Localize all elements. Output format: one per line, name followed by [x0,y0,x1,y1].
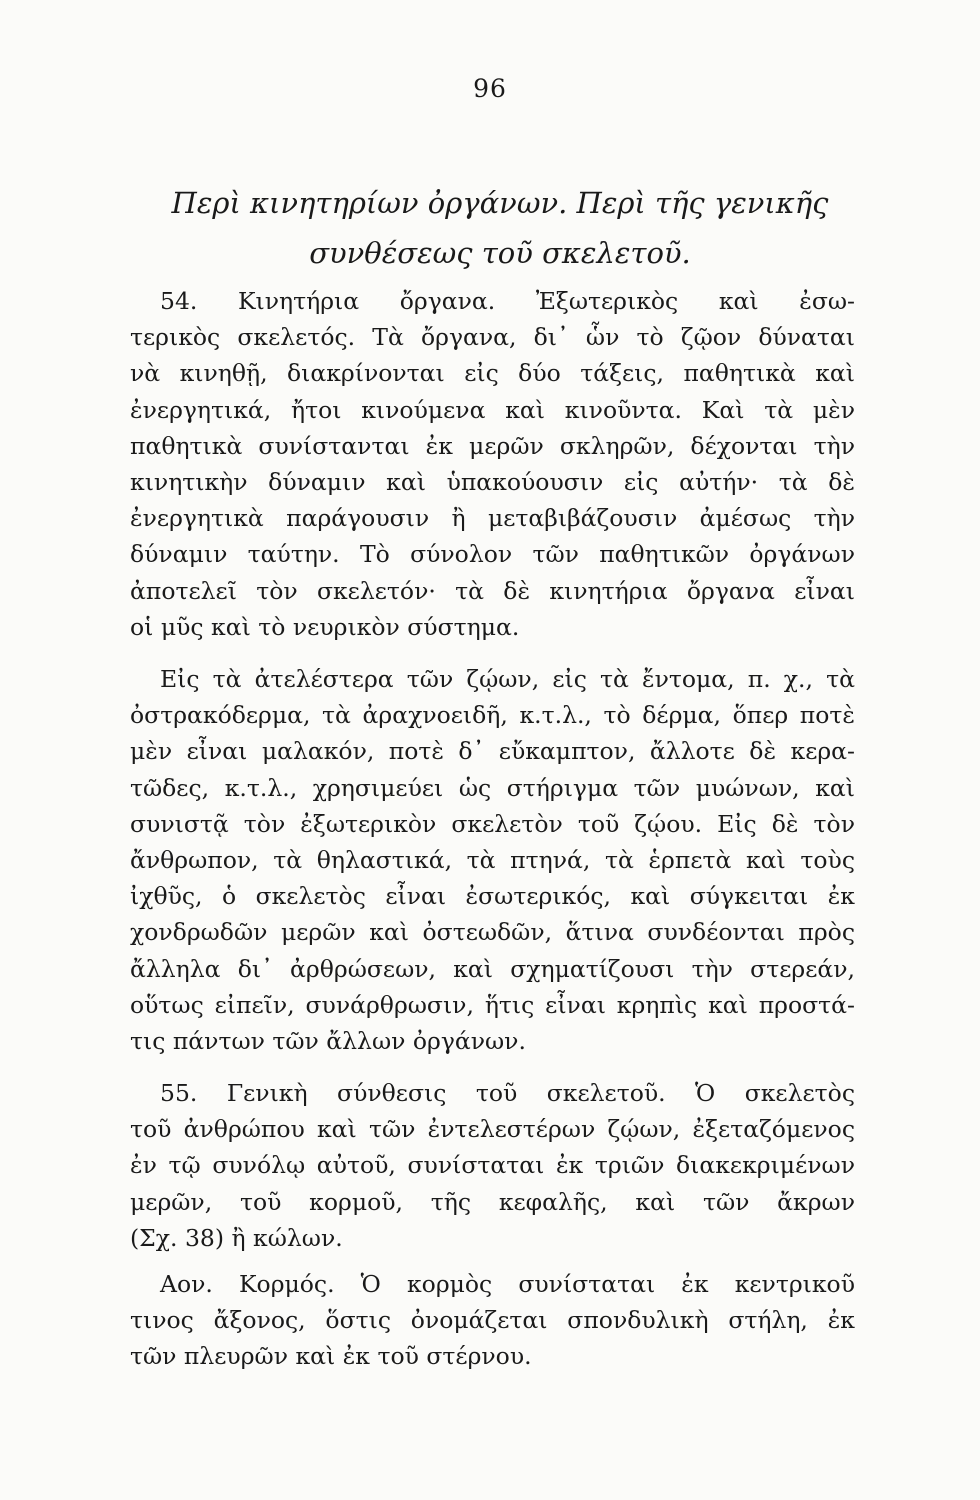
text-line: ἐνεργητικὰ παράγουσιν ἢ μεταβιβάζουσιν ἀμέσως τὴν [130,504,855,533]
paragraph-54 [130,283,855,645]
text-line: οὕτως εἰπεῖν, συνάρθρωσιν, ἥτις εἶναι κρηπὶς καὶ προστά- [130,990,855,1019]
text-line: τις πάντων τῶν ἄλλων ὀργάνων. [130,1027,526,1056]
section-title-line: συνθέσεως τοῦ σκελετοῦ. [309,236,691,270]
paragraph-skeleton [130,661,855,1059]
text-line: νὰ κινηθῇ, διακρίνονται εἰς δύο τάξεις, παθητικὰ καὶ [130,359,855,388]
text-line: Εἰς τὰ ἀτελέστερα τῶν ζῴων, εἰς τὰ ἔντομα, π. χ., τὰ [160,665,855,693]
text-line: ἄλληλα δι᾽ ἀρθρώσεων, καὶ σχηματίζουσι τὴν στερεάν, [130,954,855,983]
paragraph-55 [130,1075,855,1256]
text-line: ἐνεργητικά, ἤτοι κινούμενα καὶ κινοῦντα. Καὶ τὰ μὲν [130,395,855,424]
text-line: ἄνθρωπον, τὰ θηλαστικά, τὰ πτηνά, τὰ ἑρπετὰ καὶ τοὺς [130,846,855,875]
text-line: ὀστρακόδερμα, τὰ ἀραχνοειδῆ, κ.τ.λ., τὸ δέρμα, ὅπερ ποτὲ [130,701,855,730]
text-line: μὲν εἶναι μαλακόν, ποτὲ δ᾽ εὔκαμπτον, ἄλλοτε δὲ κερα- [130,737,855,766]
paragraph-trunk [130,1266,855,1375]
text-line: δύναμιν ταύτην. Τὸ σύνολον τῶν παθητικῶν ὀργάνων [130,540,855,569]
text-line: τῶν πλευρῶν καὶ ἐκ τοῦ στέρνου. [130,1342,532,1371]
text-line: (Σχ. 38) ἢ κώλων. [130,1223,343,1252]
text-line: Αον. Κορμός. Ὁ κορμὸς συνίσταται ἐκ κεντρικοῦ [160,1270,855,1298]
text-line: 55. Γενικὴ σύνθεσις τοῦ σκελετοῦ. Ὁ σκελετὸς [160,1079,855,1107]
text-line: τῶδες, κ.τ.λ., χρησιμεύει ὡς στήριγμα τῶν μυώνων, καὶ [130,773,855,802]
text-line: παθητικὰ συνίστανται ἐκ μερῶν σκληρῶν, δέχονται τὴν [130,431,855,460]
text-line: τοῦ ἀνθρώπου καὶ τῶν ἐντελεστέρων ζῴων, ἐξεταζόμενος [130,1115,855,1144]
section-title-line: Περὶ κινητηρίων ὀργάνων. Περὶ τῆς γενικῆς [171,186,829,220]
text-line: κινητικὴν δύναμιν καὶ ὑπακούουσιν εἰς αὐτήν· τὰ δὲ [130,468,855,497]
text-line: μερῶν, τοῦ κορμοῦ, τῆς κεφαλῆς, καὶ τῶν ἄκρων [130,1187,855,1216]
text-line: χονδρωδῶν μερῶν καὶ ὀστεωδῶν, ἅτινα συνδέονται πρὸς [130,918,855,947]
text-line: τερικὸς σκελετός. Τὰ ὄργανα, δι᾽ ὧν τὸ ζῷον δύναται [130,323,855,352]
text-line: ἰχθῦς, ὁ σκελετὸς εἶναι ἐσωτερικός, καὶ σύγκειται ἐκ [130,882,855,911]
text-line: τινος ἄξονος, ὅστις ὀνομάζεται σπονδυλικὴ στήλη, ἐκ [130,1306,855,1335]
text-line: ἀποτελεῖ τὸν σκελετόν· τὰ δὲ κινητήρια ὄργανα εἶναι [130,576,855,605]
section-title [130,178,870,278]
text-line: 54. Κινητήρια ὄργανα. Ἐξωτερικὸς καὶ ἐσω- [160,287,855,315]
text-line: συνιστᾷ τὸν ἐξωτερικὸν σκελετὸν τοῦ ζῴου. Εἰς δὲ τὸν [130,809,855,838]
text-line: ἐν τῷ συνόλῳ αὐτοῦ, συνίσταται ἐκ τριῶν διακεκριμένων [130,1151,855,1180]
page-number: 96 [473,74,507,103]
text-line: οἱ μῦς καὶ τὸ νευρικὸν σύστημα. [130,612,520,641]
